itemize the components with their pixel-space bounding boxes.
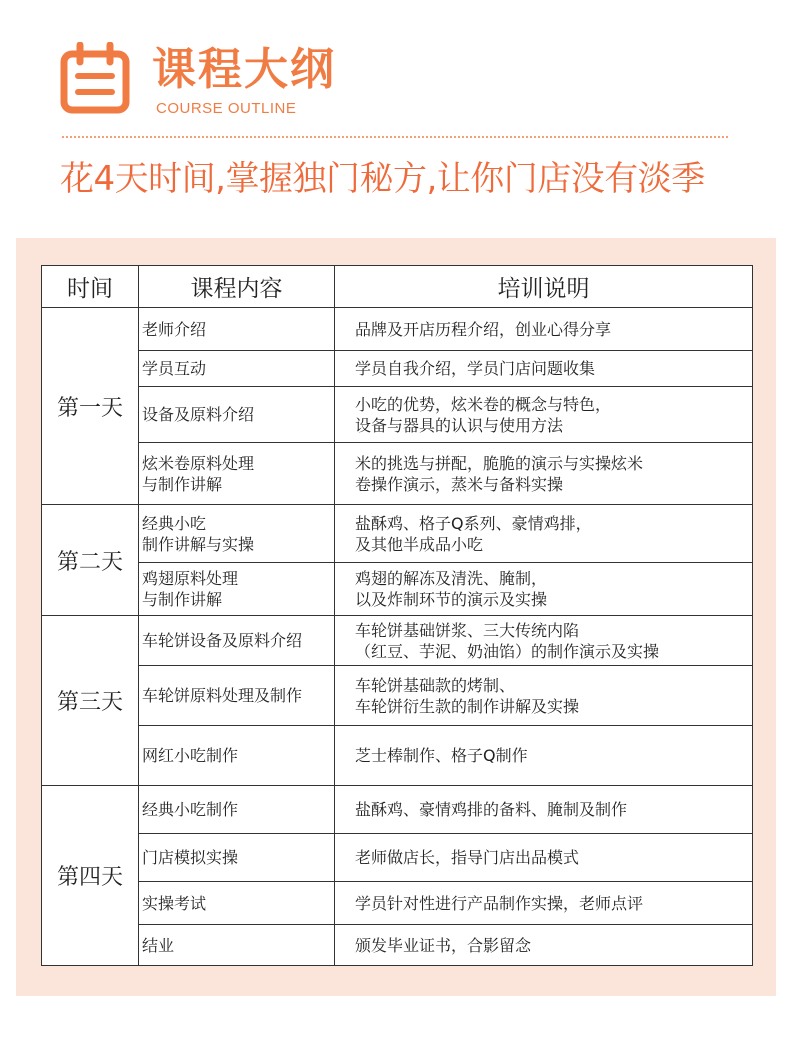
course-content: 炫米卷原料处理 与制作讲解	[139, 443, 335, 505]
course-outline-table-wrap	[41, 265, 752, 966]
training-description: 学员针对性进行产品制作实操，老师点评	[335, 882, 753, 925]
table-header-row	[42, 266, 753, 308]
table-row	[42, 925, 753, 966]
course-content: 车轮饼原料处理及制作	[139, 666, 335, 726]
course-content: 经典小吃制作	[139, 786, 335, 834]
table-row	[42, 726, 753, 786]
header-description: 培训说明	[335, 266, 753, 308]
training-description: 车轮饼基础饼浆、三大传统内陷 （红豆、芋泥、奶油馅）的制作演示及实操	[335, 616, 753, 666]
day-label: 第四天	[42, 786, 139, 966]
table-row	[42, 834, 753, 882]
training-description: 颁发毕业证书，合影留念	[335, 925, 753, 966]
course-content: 网红小吃制作	[139, 726, 335, 786]
slogan: 花4天时间,掌握独门秘方,让你门店没有淡季	[60, 159, 705, 199]
course-content: 鸡翅原料处理 与制作讲解	[139, 563, 335, 616]
page-title: 课程大纲	[152, 44, 336, 95]
course-content: 设备及原料介绍	[139, 387, 335, 443]
day-label: 第一天	[42, 308, 139, 505]
table-row	[42, 563, 753, 616]
page-subtitle: COURSE OUTLINE	[156, 100, 297, 117]
training-description: 盐酥鸡、豪情鸡排的备料、腌制及制作	[335, 786, 753, 834]
training-description: 学员自我介绍，学员门店问题收集	[335, 351, 753, 387]
course-content: 门店模拟实操	[139, 834, 335, 882]
training-description: 盐酥鸡、格子Q系列、豪情鸡排， 及其他半成品小吃	[335, 505, 753, 563]
training-description: 芝士棒制作、格子Q制作	[335, 726, 753, 786]
training-description: 车轮饼基础款的烤制、 车轮饼衍生款的制作讲解及实操	[335, 666, 753, 726]
table-row	[42, 505, 753, 563]
table-row	[42, 786, 753, 834]
course-content: 学员互动	[139, 351, 335, 387]
training-description: 米的挑选与拼配，脆脆的演示与实操炫米 卷操作演示，蒸米与备料实操	[335, 443, 753, 505]
dotted-divider	[62, 136, 728, 138]
table-row	[42, 387, 753, 443]
table-row	[42, 882, 753, 925]
table-row	[42, 308, 753, 351]
course-content: 实操考试	[139, 882, 335, 925]
training-description: 老师做店长，指导门店出品模式	[335, 834, 753, 882]
course-content: 车轮饼设备及原料介绍	[139, 616, 335, 666]
training-description: 鸡翅的解冻及清洗、腌制， 以及炸制环节的演示及实操	[335, 563, 753, 616]
day-label: 第二天	[42, 505, 139, 616]
header-content: 课程内容	[139, 266, 335, 308]
table-row	[42, 351, 753, 387]
day-label: 第三天	[42, 616, 139, 786]
course-outline-table	[41, 265, 753, 966]
training-description: 品牌及开店历程介绍，创业心得分享	[335, 308, 753, 351]
course-content: 经典小吃 制作讲解与实操	[139, 505, 335, 563]
training-description: 小吃的优势，炫米卷的概念与特色， 设备与器具的认识与使用方法	[335, 387, 753, 443]
table-row	[42, 666, 753, 726]
course-content: 老师介绍	[139, 308, 335, 351]
notepad-icon	[60, 42, 130, 114]
course-content: 结业	[139, 925, 335, 966]
table-row	[42, 616, 753, 666]
table-row	[42, 443, 753, 505]
header-time: 时间	[42, 266, 139, 308]
